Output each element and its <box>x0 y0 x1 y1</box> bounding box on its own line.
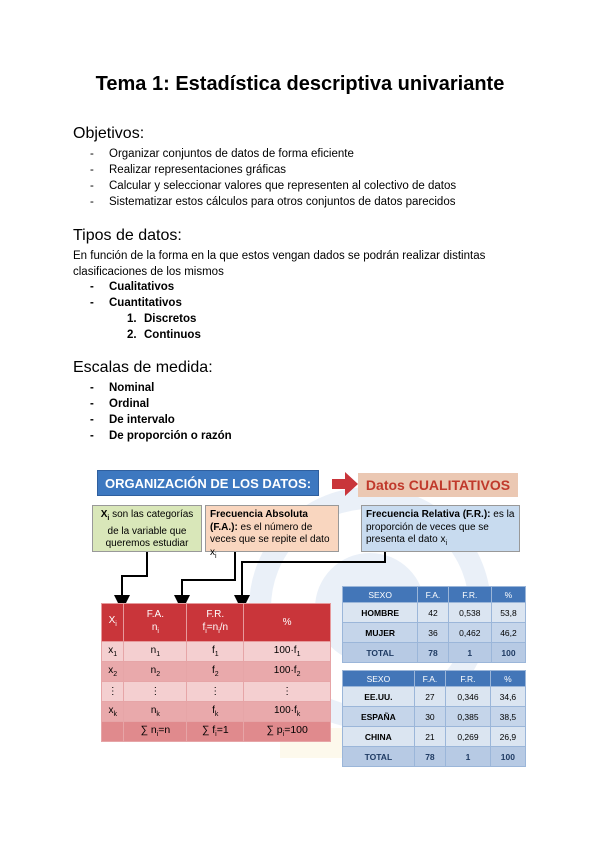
list-item: - De proporción o razón <box>90 428 232 444</box>
list-item: - Cuantitativos <box>90 295 182 311</box>
objetivos-list <box>90 146 456 210</box>
table-header: SEXO <box>343 671 415 687</box>
organizacion-title: ORGANIZACIÓN DE LOS DATOS: <box>97 470 319 496</box>
table-row: TOTAL 78 1 100 <box>343 643 526 663</box>
table-row: $x_2$ $n_2$ $f_2$ $100\cdot f_2$ <box>102 662 331 682</box>
list-item: - Calcular y seleccionar valores que representen al colectivo de datos <box>90 178 456 194</box>
list-item: - Ordinal <box>90 396 232 412</box>
frequency-table <box>101 603 331 742</box>
list-item: - De intervalo <box>90 412 232 428</box>
table-header: F.A. $n_i$ <box>124 604 187 642</box>
table-row: CHINA 21 0,269 26,9 <box>343 727 526 747</box>
tipos-sublist <box>127 311 201 343</box>
list-item: 1. Discretos <box>127 313 197 325</box>
page-title: Tema 1: Estadística descriptiva univariante <box>95 73 505 95</box>
organization-diagram <box>70 458 530 788</box>
table-header: % <box>244 604 331 642</box>
table-header: % <box>490 671 525 687</box>
xi-description-box: $X_i$ son las categorías de la variable que queremos estudiar <box>92 505 202 552</box>
list-item: 2. Continuos <box>127 329 201 341</box>
pais-table <box>342 670 526 767</box>
table-header: F.A. <box>418 587 448 603</box>
sexo-table <box>342 586 526 663</box>
table-header: $X_i$ <box>102 604 124 642</box>
table-row: MUJER 36 0,462 46,2 <box>343 623 526 643</box>
objetivos-heading: Objetivos: <box>73 125 145 142</box>
table-row: $x_k$ $n_k$ $f_k$ $100\cdot f_k$ <box>102 702 331 722</box>
table-header: F.R. <box>448 587 491 603</box>
table-header: F.R. $f_i=n_i/n$ <box>187 604 244 642</box>
table-row: $x_1$ $n_1$ $f_1$ $100\cdot f_1$ <box>102 642 331 662</box>
table-header: F.R. <box>446 671 491 687</box>
list-item: - Cualitativos <box>90 279 182 295</box>
table-header: SEXO <box>343 587 418 603</box>
table-row: HOMBRE 42 0,538 53,8 <box>343 603 526 623</box>
tipos-heading: Tipos de datos: <box>73 227 182 244</box>
fa-description-box: Frecuencia Absoluta (F.A.): es el número de veces que se repite el dato $x_i$ <box>205 505 339 552</box>
escalas-list <box>90 380 232 444</box>
table-row: EE.UU. 27 0,346 34,6 <box>343 687 526 707</box>
fr-description-box: Frecuencia Relativa (F.R.): es la proporción de veces que se presenta el dato $x_i$ <box>361 505 520 552</box>
table-row: ESPAÑA 30 0,385 38,5 <box>343 707 526 727</box>
list-item: - Sistematizar estos cálculos para otros conjuntos de datos parecidos <box>90 194 456 210</box>
table-row: ⋮ ⋮ ⋮ ⋮ <box>102 682 331 702</box>
tipos-paragraph: En función de la forma en la que estos vengan dados se podrán realizar distintas clasificaciones de los mismos <box>73 250 486 278</box>
list-item: - Realizar representaciones gráficas <box>90 162 456 178</box>
table-header: F.A. <box>414 671 445 687</box>
escalas-heading: Escalas de medida: <box>73 359 213 376</box>
cualitativos-title: Datos CUALITATIVOS <box>358 473 518 497</box>
list-item: - Organizar conjuntos de datos de forma eficiente <box>90 146 456 162</box>
table-row: ∑ $n_i=n$ ∑ $f_i=1$ ∑ $p_i=100$ <box>102 722 331 742</box>
list-item: - Nominal <box>90 380 232 396</box>
table-row: TOTAL 78 1 100 <box>343 747 526 767</box>
table-header: % <box>491 587 525 603</box>
tipos-list <box>90 279 182 311</box>
